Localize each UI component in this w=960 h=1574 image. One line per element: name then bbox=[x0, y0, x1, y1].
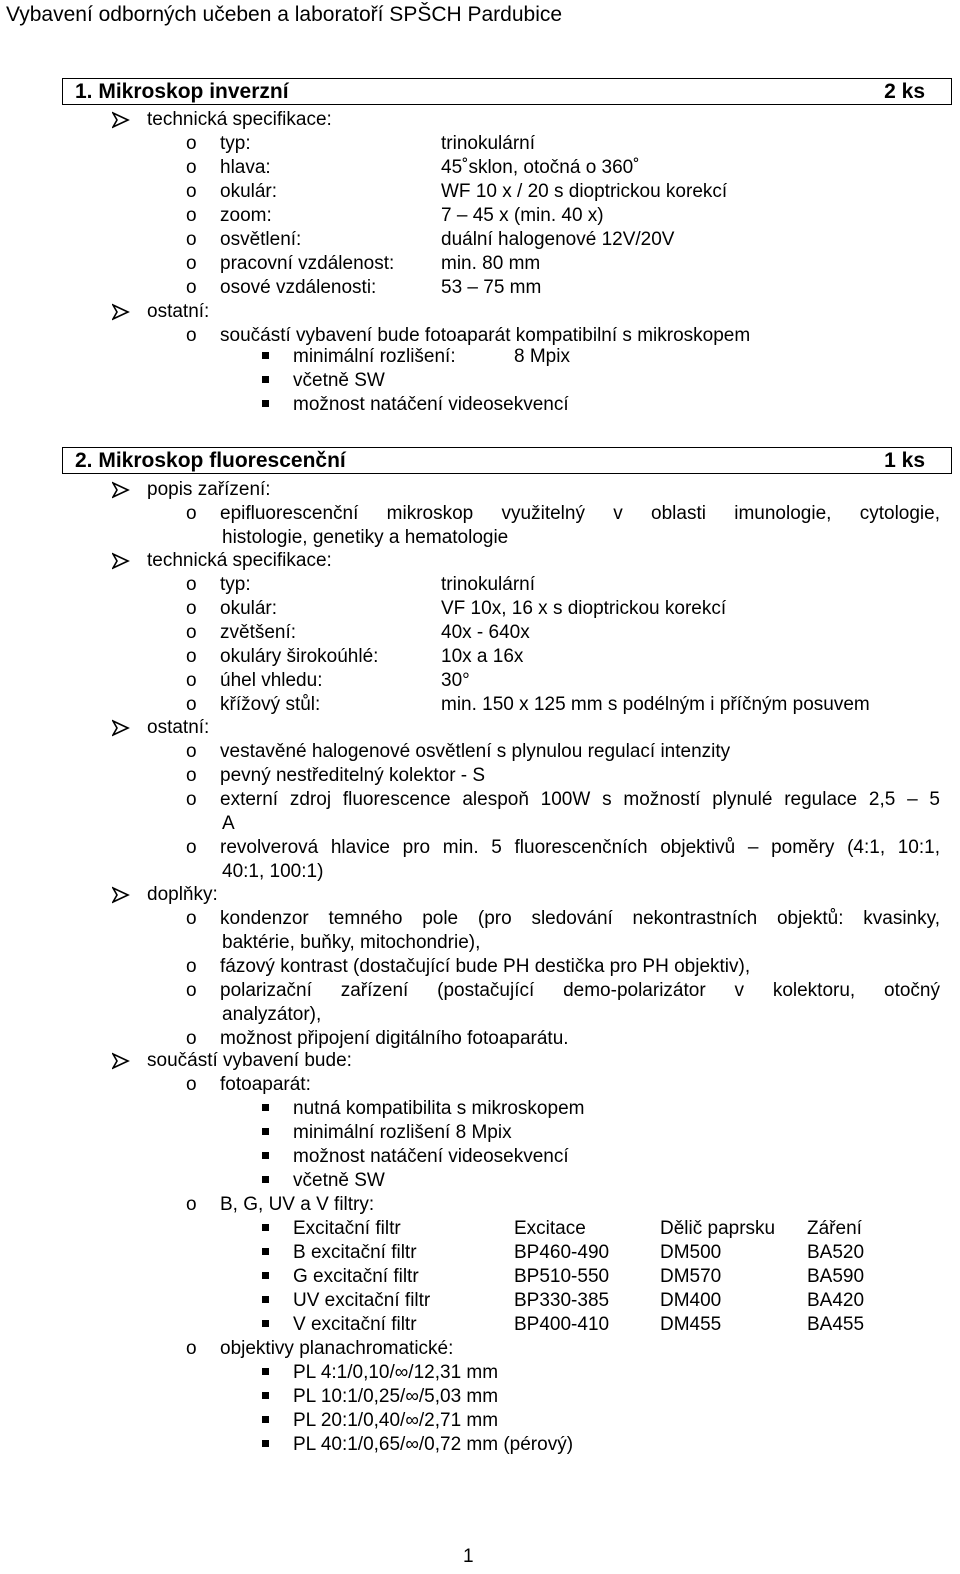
square-bullet-icon bbox=[262, 1440, 269, 1447]
filters-header-cell: Dělič paprsku bbox=[660, 1218, 776, 1239]
arrow-bullet-icon bbox=[112, 481, 130, 499]
circle-bullet-icon: o bbox=[186, 908, 197, 929]
s2-acc-item: fázový kontrast (dostačující bude PH destička pro PH objektiv), bbox=[220, 956, 751, 977]
spec-value: WF 10 x / 20 s dioptrickou korekcí bbox=[441, 181, 728, 202]
s2-acc-item: polarizační zařízení (postačující demo-polarizátor v kolektoru, otočný bbox=[220, 980, 940, 1001]
s1-res-value: 8 Mpix bbox=[514, 346, 570, 367]
objective-item: PL 20:1/0,40/∞/2,71 mm bbox=[293, 1410, 499, 1431]
circle-bullet-icon: o bbox=[186, 622, 197, 643]
filters-header-cell: Excitační filtr bbox=[293, 1218, 401, 1239]
arrow-bullet-icon bbox=[112, 111, 130, 129]
circle-bullet-icon: o bbox=[186, 1338, 197, 1359]
camera-item: minimální rozlišení 8 Mpix bbox=[293, 1122, 512, 1143]
spec-value: 53 – 75 mm bbox=[441, 277, 542, 298]
page-header: Vybavení odborných učeben a laboratoří SPŠCH Pardubice bbox=[6, 3, 563, 26]
square-bullet-icon bbox=[262, 1272, 269, 1279]
spec-key: osové vzdálenosti: bbox=[220, 277, 377, 298]
camera-item: včetně SW bbox=[293, 1170, 385, 1191]
square-bullet-icon bbox=[262, 1368, 269, 1375]
spec-value: min. 150 x 125 mm s podélným i příčným posuvem bbox=[441, 694, 870, 715]
circle-bullet-icon: o bbox=[186, 646, 197, 667]
arrow-bullet-icon bbox=[112, 552, 130, 570]
section-1-title: 1. Mikroskop inverzní bbox=[75, 80, 289, 103]
circle-bullet-icon: o bbox=[186, 1074, 197, 1095]
s2-acc-item-cont: analyzátor), bbox=[222, 1004, 322, 1025]
filters-cell: BP400-410 bbox=[514, 1314, 610, 1335]
circle-bullet-icon: o bbox=[186, 598, 197, 619]
filters-header-cell: Excitace bbox=[514, 1218, 586, 1239]
spec-value: 10x a 16x bbox=[441, 646, 524, 667]
filters-cell: UV excitační filtr bbox=[293, 1290, 431, 1311]
circle-bullet-icon: o bbox=[186, 574, 197, 595]
arrow-bullet-icon bbox=[112, 719, 130, 737]
s2-acc-item: kondenzor temného pole (pro sledování nekontrastních objektů: kvasinky, bbox=[220, 908, 940, 929]
s2-other-item-cont: 40:1, 100:1) bbox=[222, 861, 324, 882]
camera-item: nutná kompatibilita s mikroskopem bbox=[293, 1098, 585, 1119]
circle-bullet-icon: o bbox=[186, 789, 197, 810]
camera-item: možnost natáčení videosekvencí bbox=[293, 1146, 569, 1167]
s2-acc-item-cont: baktérie, buňky, mitochondrie), bbox=[222, 932, 481, 953]
spec-key: typ: bbox=[220, 133, 251, 154]
section-1-heading bbox=[62, 78, 952, 105]
square-bullet-icon bbox=[262, 376, 269, 383]
filters-cell: BA420 bbox=[807, 1290, 865, 1311]
s1-other-item: součástí vybavení bude fotoaparát kompatibilní s mikroskopem bbox=[220, 325, 751, 346]
circle-bullet-icon: o bbox=[186, 325, 197, 346]
square-bullet-icon bbox=[262, 1248, 269, 1255]
s2-other-label: ostatní: bbox=[147, 717, 210, 738]
filters-cell: V excitační filtr bbox=[293, 1314, 417, 1335]
s2-spec-label: technická specifikace: bbox=[147, 550, 332, 571]
filters-header-cell: Záření bbox=[807, 1218, 862, 1239]
section-2-title: 2. Mikroskop fluorescenční bbox=[75, 449, 346, 472]
spec-value: duální halogenové 12V/20V bbox=[441, 229, 675, 250]
spec-key: křížový stůl: bbox=[220, 694, 321, 715]
filters-cell: DM455 bbox=[660, 1314, 722, 1335]
section-2-heading bbox=[62, 447, 952, 474]
circle-bullet-icon: o bbox=[186, 157, 197, 178]
filters-cell: BP510-550 bbox=[514, 1266, 610, 1287]
filters-cell: BA590 bbox=[807, 1266, 865, 1287]
spec-value: trinokulární bbox=[441, 133, 535, 154]
square-bullet-icon bbox=[262, 352, 269, 359]
filters-cell: BP460-490 bbox=[514, 1242, 610, 1263]
arrow-bullet-icon bbox=[112, 1052, 130, 1070]
arrow-bullet-icon bbox=[112, 303, 130, 321]
s2-acc-item: možnost připojení digitálního fotoaparátu. bbox=[220, 1028, 569, 1049]
circle-bullet-icon: o bbox=[186, 253, 197, 274]
spec-key: okuláry širokoúhlé: bbox=[220, 646, 379, 667]
s1-spec-label: technická specifikace: bbox=[147, 109, 332, 130]
circle-bullet-icon: o bbox=[186, 277, 197, 298]
circle-bullet-icon: o bbox=[186, 741, 197, 762]
filters-cell: BA455 bbox=[807, 1314, 865, 1335]
filters-cell: BA520 bbox=[807, 1242, 865, 1263]
s2-other-item: pevný nestředitelný kolektor - S bbox=[220, 765, 486, 786]
s2-acc-label: doplňky: bbox=[147, 884, 218, 905]
spec-key: hlava: bbox=[220, 157, 271, 178]
circle-bullet-icon: o bbox=[186, 837, 197, 858]
s2-desc-line: histologie, genetiky a hematologie bbox=[222, 527, 509, 548]
filters-cell: DM400 bbox=[660, 1290, 722, 1311]
spec-key: okulár: bbox=[220, 181, 278, 202]
spec-value: 7 – 45 x (min. 40 x) bbox=[441, 205, 604, 226]
circle-bullet-icon: o bbox=[186, 1028, 197, 1049]
s2-desc-label: popis zařízení: bbox=[147, 479, 271, 500]
square-bullet-icon bbox=[262, 1392, 269, 1399]
circle-bullet-icon: o bbox=[186, 1194, 197, 1215]
s2-desc-line: epifluorescenční mikroskop využitelný v oblasti imunologie, cytologie, bbox=[220, 503, 940, 524]
spec-key: úhel vhledu: bbox=[220, 670, 323, 691]
filters-cell: BP330-385 bbox=[514, 1290, 610, 1311]
square-bullet-icon bbox=[262, 1152, 269, 1159]
filters-cell: DM570 bbox=[660, 1266, 722, 1287]
spec-value: VF 10x, 16 x s dioptrickou korekcí bbox=[441, 598, 727, 619]
s2-obj-label: objektivy planachromatické: bbox=[220, 1338, 454, 1359]
spec-key: typ: bbox=[220, 574, 251, 595]
circle-bullet-icon: o bbox=[186, 229, 197, 250]
spec-value: 40x - 640x bbox=[441, 622, 530, 643]
s2-other-item: externí zdroj fluorescence alespoň 100W s možností plynulé regulace 2,5 – 5 bbox=[220, 789, 940, 810]
s2-other-item: vestavěné halogenové osvětlení s plynulou regulací intenzity bbox=[220, 741, 731, 762]
spec-value: 30° bbox=[441, 670, 470, 691]
section-2-qty: 1 ks bbox=[884, 449, 925, 472]
square-bullet-icon bbox=[262, 1224, 269, 1231]
circle-bullet-icon: o bbox=[186, 181, 197, 202]
s1-res-key: minimální rozlišení: bbox=[293, 346, 456, 367]
arrow-bullet-icon bbox=[112, 886, 130, 904]
s2-filters-label: B, G, UV a V filtry: bbox=[220, 1194, 375, 1215]
spec-key: pracovní vzdálenost: bbox=[220, 253, 395, 274]
circle-bullet-icon: o bbox=[186, 765, 197, 786]
circle-bullet-icon: o bbox=[186, 133, 197, 154]
square-bullet-icon bbox=[262, 400, 269, 407]
square-bullet-icon bbox=[262, 1128, 269, 1135]
objective-item: PL 10:1/0,25/∞/5,03 mm bbox=[293, 1386, 499, 1407]
s2-camera-label: fotoaparát: bbox=[220, 1074, 311, 1095]
square-bullet-icon bbox=[262, 1296, 269, 1303]
s2-other-item-cont: A bbox=[222, 813, 235, 834]
filters-cell: DM500 bbox=[660, 1242, 722, 1263]
circle-bullet-icon: o bbox=[186, 694, 197, 715]
spec-value: 45˚sklon, otočná o 360˚ bbox=[441, 157, 640, 178]
circle-bullet-icon: o bbox=[186, 670, 197, 691]
objective-item: PL 40:1/0,65/∞/0,72 mm (pérový) bbox=[293, 1434, 574, 1455]
spec-key: osvětlení: bbox=[220, 229, 302, 250]
spec-key: okulár: bbox=[220, 598, 278, 619]
s2-other-item: revolverová hlavice pro min. 5 fluorescenčních objektivů – poměry (4:1, 10:1, bbox=[220, 837, 940, 858]
circle-bullet-icon: o bbox=[186, 503, 197, 524]
spec-key: zvětšení: bbox=[220, 622, 297, 643]
square-bullet-icon bbox=[262, 1176, 269, 1183]
circle-bullet-icon: o bbox=[186, 205, 197, 226]
objective-item: PL 4:1/0,10/∞/12,31 mm bbox=[293, 1362, 499, 1383]
spec-key: zoom: bbox=[220, 205, 272, 226]
circle-bullet-icon: o bbox=[186, 956, 197, 977]
circle-bullet-icon: o bbox=[186, 980, 197, 1001]
s2-part-label: součástí vybavení bude: bbox=[147, 1050, 352, 1071]
s1-other-label: ostatní: bbox=[147, 301, 210, 322]
section-1-qty: 2 ks bbox=[884, 80, 925, 103]
filters-cell: G excitační filtr bbox=[293, 1266, 419, 1287]
spec-value: trinokulární bbox=[441, 574, 535, 595]
filters-cell: B excitační filtr bbox=[293, 1242, 417, 1263]
square-bullet-icon bbox=[262, 1416, 269, 1423]
s1-sub-item: možnost natáčení videosekvencí bbox=[293, 394, 569, 415]
s1-sub-item: včetně SW bbox=[293, 370, 385, 391]
square-bullet-icon bbox=[262, 1104, 269, 1111]
page-number: 1 bbox=[463, 1546, 474, 1567]
square-bullet-icon bbox=[262, 1320, 269, 1327]
spec-value: min. 80 mm bbox=[441, 253, 541, 274]
